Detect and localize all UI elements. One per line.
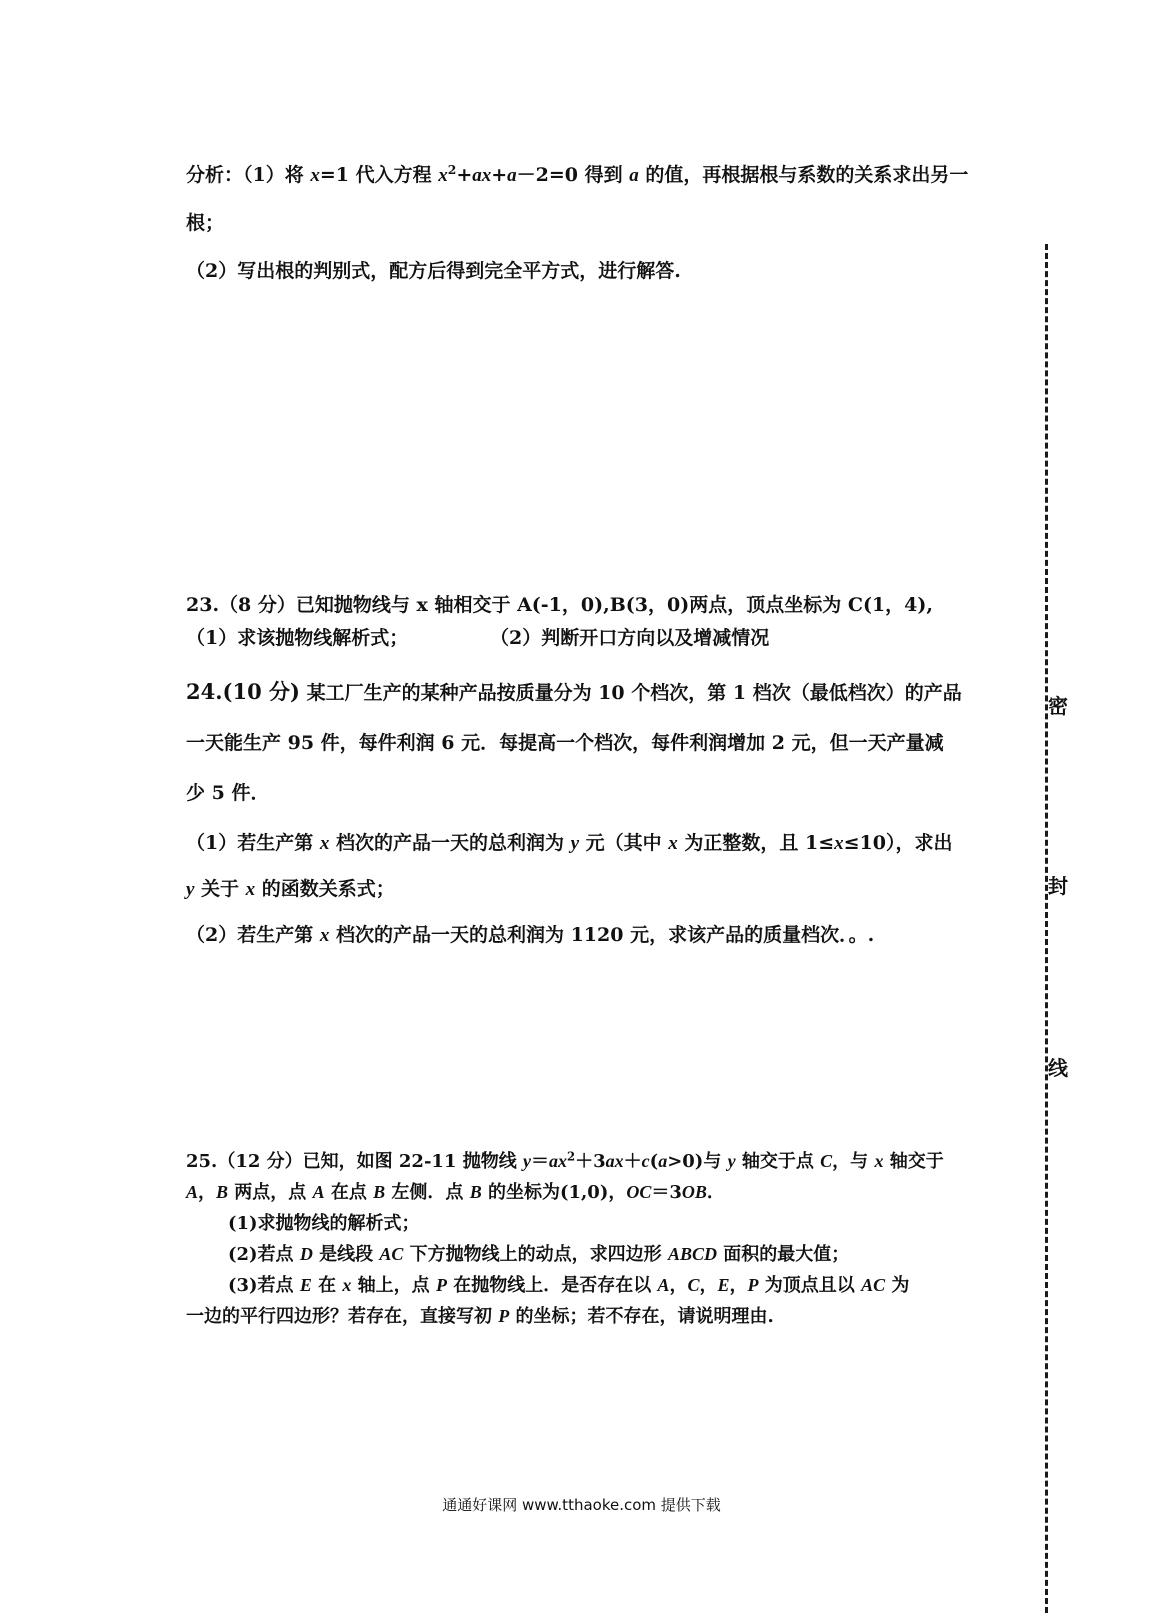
- q25-sub-3-cont: 一边的平行四边形？若存在，直接写初 P 的坐标；若不存在，请说明理由.: [186, 1306, 774, 1327]
- margin-char-xian: 线: [1048, 1052, 1068, 1081]
- q24-sub-1-cont: y 关于 x 的函数关系式；: [186, 878, 395, 900]
- q25-sub-1: (1)求抛物线的解析式；: [228, 1213, 420, 1234]
- q24-stem-line-1: 24.(10 分) 某工厂生产的某种产品按质量分为 10 个档次，第 1 档次（最低档次）的产品: [186, 679, 962, 704]
- q25-sub-3: (3)若点 E 在 x 轴上，点 P 在抛物线上．是否存在以 A，C，E，P 为顶点且以 AC 为: [228, 1275, 910, 1296]
- q24-stem-line-2: 一天能生产 95 件，每件利润 6 元．每提高一个档次，每件利润增加 2 元，但一天产量减: [186, 732, 944, 754]
- q24-number: 24.(10 分): [186, 679, 300, 704]
- q23-part-1: （1）求该抛物线解析式；: [186, 627, 409, 649]
- q25-stem-line-2: A，B 两点，点 A 在点 B 左侧．点 B 的坐标为(1,0)，OC＝3OB．: [186, 1182, 725, 1203]
- q23-part-2: （2）判断开口方向以及增减情况: [490, 627, 770, 649]
- q25-stem-line-1: 25.（12 分）已知，如图 22-11 抛物线 $y=ax^2+3ax+c(a>0)$与 y 轴交于点 C，与 x 轴交于: [186, 1149, 944, 1172]
- q24-stem-line-3: 少 5 件．: [186, 782, 270, 804]
- q24-sub-2: （2）若生产第 x 档次的产品一天的总利润为 1120 元，求该产品的质量档次．。.: [186, 924, 875, 946]
- page-footer: 通通好课网 www.tthaoke.com 提供下载: [442, 1496, 721, 1514]
- margin-char-feng: 封: [1048, 870, 1068, 899]
- analysis-line-1-cont: 根；: [186, 212, 225, 234]
- q24-sub-1: （1）若生产第 x 档次的产品一天的总利润为 y 元（其中 x 为正整数，且 1≤x≤10），求出: [186, 832, 953, 854]
- analysis-line-2: （2）写出根的判别式，配方后得到完全平方式，进行解答.: [186, 260, 681, 282]
- analysis-line-1: 分析：（1）将 x=1 代入方程 $x^2+ax+a-2=0$ 得到 a 的值，再根据根与系数的关系求出另一: [186, 162, 969, 186]
- margin-char-mi: 密: [1048, 690, 1068, 719]
- binding-dashed-line: [1045, 244, 1048, 1613]
- q25-sub-2: (2)若点 D 是线段 AC 下方抛物线上的动点，求四边形 ABCD 面积的最大值；: [228, 1244, 850, 1265]
- q23-stem: 23.（8 分）已知抛物线与 x 轴相交于 A(-1，0),B(3，0)两点，顶点坐标为 C(1，4),: [186, 594, 933, 616]
